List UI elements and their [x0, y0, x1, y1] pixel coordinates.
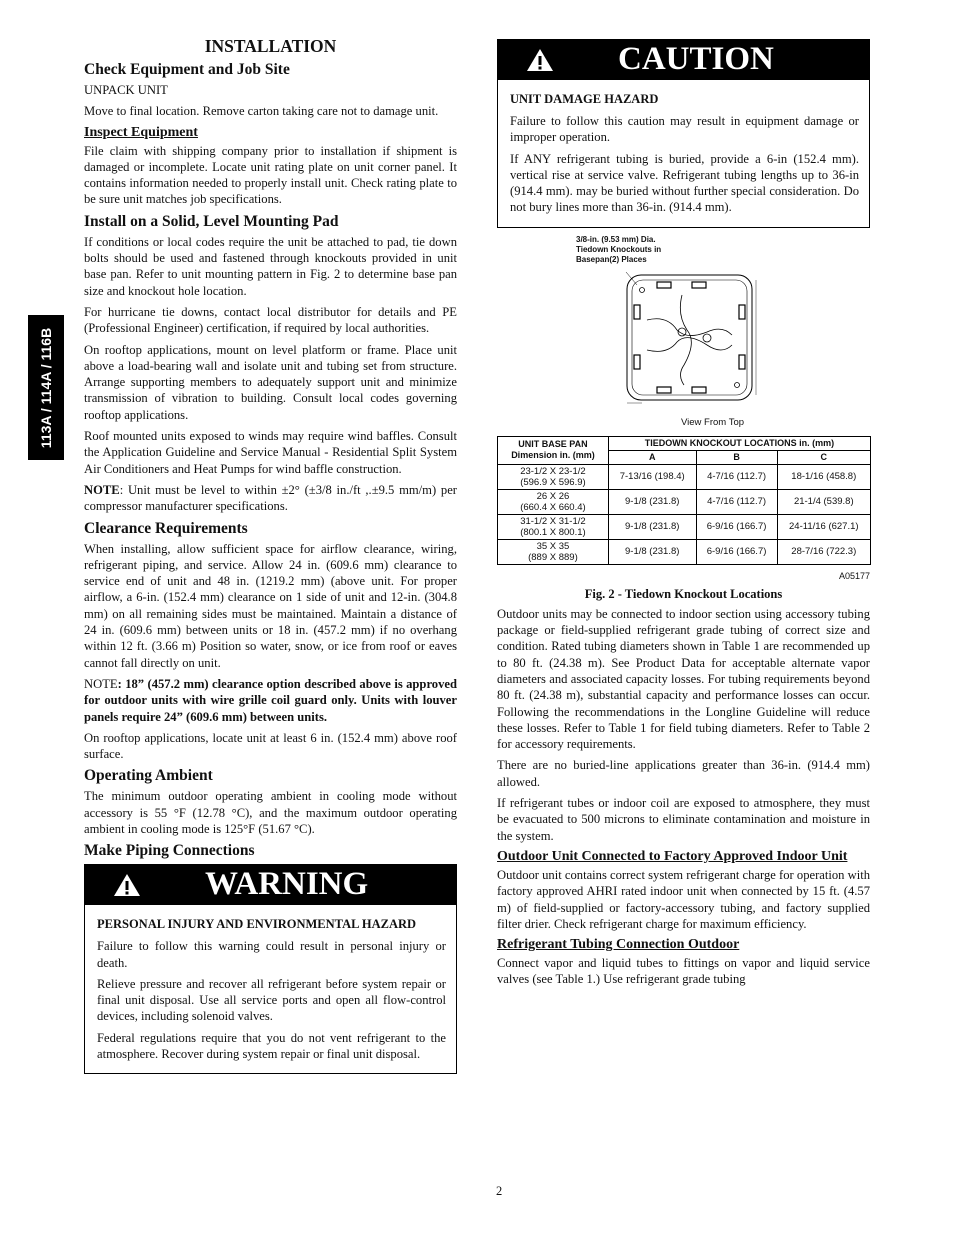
table-cell: 28-7/16 (722.3)	[777, 539, 870, 564]
table-cell: 4-7/16 (112.7)	[696, 489, 777, 514]
table-row	[498, 539, 871, 564]
side-tab-label: 113A / 114A / 116B	[38, 327, 54, 448]
figure-caption: Fig. 2 - Tiedown Knockout Locations	[584, 586, 783, 601]
table-cell: 23-1/2 X 23-1/2 (596.9 X 596.9)	[498, 464, 609, 489]
table-group-header: TIEDOWN KNOCKOUT LOCATIONS in. (mm)	[608, 436, 870, 450]
table-cell: 21-1/4 (539.8)	[777, 489, 870, 514]
table-cell: 9-1/8 (231.8)	[608, 489, 696, 514]
pad-note	[84, 482, 457, 515]
table-cell: 9-1/8 (231.8)	[608, 539, 696, 564]
warning-header	[85, 865, 456, 905]
table-cell: 9-1/8 (231.8)	[608, 514, 696, 539]
table-cell: 24-11/16 (627.1)	[777, 514, 870, 539]
tubing-paragraph-3: If refrigerant tubes or indoor coil are exposed to atmosphere, they must be evacuated to 500 microns to eliminate contamination and moisture in the system.	[497, 796, 870, 843]
figure-callout: 3/8-in. (9.53 mm) Dia. Tiedown Knockouts in Basepan(2) Places	[576, 234, 662, 264]
view-from-top-label: View From Top	[681, 416, 745, 428]
warning-paragraph-3: Federal regulations require that you do not vent refrigerant to the atmosphere. Recover during system repair or final unit disposal.	[97, 1030, 446, 1062]
pad-paragraph-4: Roof mounted units exposed to winds may require wind baffles. Consult the Application Guideline and Service Manual - Residential Split System Air Conditioners and Heat Pumps for wind baffle construction.	[84, 429, 457, 476]
pad-paragraph-1: If conditions or local codes require the unit be attached to pad, tie down bolts should be used and fastened through knockouts provided in unit base pan. Refer to unit mounting pattern in Fig. 2 to determine base pan size and knockout hole location.	[84, 234, 457, 298]
warning-paragraph-1: Failure to follow this warning could result in personal injury or death.	[97, 939, 446, 970]
tiedown-table	[497, 436, 871, 565]
section-heading: INSTALLATION	[204, 36, 337, 56]
pad-paragraph-3: On rooftop applications, mount on level platform or frame. Place unit above a load-bearing wall and isolate unit and tubing set from structure. Arrange supporting members to adequately support unit and minimize transmission of vibration to building. Consult local codes governing rooftop applications.	[84, 342, 457, 422]
warning-triangle-icon	[113, 873, 141, 897]
table-cell: 26 X 26 (660.4 X 660.4)	[498, 489, 609, 514]
tubing-connection-paragraph: Connect vapor and liquid tubes to fittings on vapor and liquid service valves (see Table 1.) Use refrigerant grade tubing	[497, 956, 870, 987]
table-cell: 6-9/16 (166.7)	[696, 539, 777, 564]
caution-triangle-icon	[526, 48, 554, 72]
basepan-drawing	[622, 270, 762, 410]
check-equipment-title: Check Equipment and Job Site	[84, 61, 290, 78]
pad-note-label: NOTE	[84, 482, 120, 497]
table-col1-header: UNIT BASE PAN Dimension in. (mm)	[498, 436, 609, 464]
left-column	[84, 36, 457, 1074]
table-cell: 31-1/2 X 31-1/2 (800.1 X 800.1)	[498, 514, 609, 539]
caution-paragraph-2: If ANY refrigerant tubing is buried, provide a 6-in (152.4 mm). vertical rise at service valve. Refrigerant tubing lengths up to 36-in (914.4 mm). may be buried without further special consideration. Do not bury lines more than 36-in. (914.4 mm).	[510, 151, 859, 215]
table-cell: 6-9/16 (166.7)	[696, 514, 777, 539]
tubing-paragraph-1: Outdoor units may be connected to indoor section using accessory tubing package or field-supplied refrigerant grade tubing of correct size and condition. Rated tubing diameters shown in Table 1 are recommended up to 80 ft. (24.38 m). See Product Data for acceptable alternate vapor diameters and associated capacity losses. For tubing requirements beyond 80 ft. (24.38 m), substantial capacity and performance losses can occur. Following the recommendations in the Longline Guideline will reduce these losses. Refer to Table 1 for field tubing diameters. Refer to Table 2 for accessory requirements.	[497, 606, 870, 752]
piping-title: Make Piping Connections	[84, 842, 255, 860]
ambient-paragraph: The minimum outdoor operating ambient in cooling mode without accessory is 55 °F (12.78 °C), and the maximum outdoor operating ambient in cooling mode is 125°F (51.67 °C).	[84, 789, 457, 836]
table-col-c: C	[777, 450, 870, 464]
tubing-paragraph-2: There are no buried-line applications greater than 36-in. (914.4 mm) allowed.	[497, 758, 870, 789]
table-col-b: B	[696, 450, 777, 464]
table-cell: 4-7/16 (112.7)	[696, 464, 777, 489]
warning-title: WARNING	[205, 866, 369, 903]
operating-ambient-title: Operating Ambient	[84, 767, 213, 785]
page-number: 2	[496, 1184, 503, 1198]
clearance-note-text: : 18” (457.2 mm) clearance option described above is approved for outdoor units with wire grille coil guard only. Units with louver panels require 24” (609.6 mm) between units.	[84, 676, 457, 724]
table-cell: 7-13/16 (198.4)	[608, 464, 696, 489]
warning-paragraph-2: Relieve pressure and recover all refrigerant before system repair or final unit disposal. Use all service ports and open all flow-control devices, including solenoid valves.	[97, 976, 446, 1024]
table-cell: 35 X 35 (889 X 889)	[498, 539, 609, 564]
factory-paragraph: Outdoor unit contains correct system refrigerant charge for operation with factory approved AHRI rated indoor unit when connected by 15 ft. (4.57 m) of field-supplied or factory-accessory tubing, and factory supplied filter drier. Check refrigerant charge for maximum efficiency.	[497, 867, 870, 931]
unpack-label: UNPACK UNIT	[84, 83, 168, 97]
clearance-title: Clearance Requirements	[84, 519, 248, 537]
clearance-note-label: NOTE	[84, 676, 118, 691]
inspect-equipment-title: Inspect Equipment	[84, 124, 198, 140]
table-row	[498, 514, 871, 539]
caution-header	[498, 40, 869, 80]
side-tab	[28, 315, 64, 460]
figure-code: A05177	[838, 570, 870, 581]
pad-paragraph-2: For hurricane tie downs, contact local distributor for details and PE (Professional Engineer) certification, if required by local authorities.	[84, 304, 457, 336]
right-column	[497, 39, 870, 993]
tiedown-figure	[497, 228, 870, 428]
caution-box	[497, 39, 870, 228]
table-row	[498, 489, 871, 514]
caution-hazard: UNIT DAMAGE HAZARD	[510, 92, 659, 106]
clearance-note	[84, 676, 457, 725]
warning-box	[84, 864, 457, 1074]
pad-note-text: : Unit must be level to within ±2° (±3/8 in./ft ,.±9.5 mm/m) per compressor manufacturer specifications.	[84, 482, 457, 514]
caution-title: CAUTION	[618, 41, 774, 77]
clearance-paragraph-1: When installing, allow sufficient space for airflow clearance, wiring, refrigerant piping, and service. Allow 24 in. (609.6 mm) clearance to service end of unit and 48 in. (1219.2 mm) (above unit. For proper airflow, a 6-in. (152.4 mm) clearance on 1 side of unit and 12-in. (304.8 mm) on all remaining sides must be maintained. Maintain a distance of 24 in. (609.6 mm) between units or 18 in. (457.2 mm) if no overhang within 12 ft. (3.66 m) Position so water, snow, or ice from roof or eaves cannot fall directly on unit.	[84, 541, 457, 670]
clearance-paragraph-2: On rooftop applications, locate unit at least 6 in. (152.4 mm) above roof surface.	[84, 730, 457, 762]
inspect-paragraph: File claim with shipping company prior to installation if shipment is damaged or incomplete. Locate unit rating plate on unit corner panel. It contains information needed to properly install unit. Check rating plate to be sure unit matches job specifications.	[84, 143, 457, 207]
tubing-connection-title: Refrigerant Tubing Connection Outdoor	[497, 937, 740, 953]
table-row	[498, 464, 871, 489]
table-col-a: A	[608, 450, 696, 464]
mounting-pad-title: Install on a Solid, Level Mounting Pad	[84, 212, 339, 230]
unpack-paragraph: Move to final location. Remove carton taking care not to damage unit.	[84, 104, 439, 119]
warning-hazard: PERSONAL INJURY AND ENVIRONMENTAL HAZARD	[97, 917, 417, 932]
caution-paragraph-1: Failure to follow this caution may result in equipment damage or improper operation.	[510, 114, 859, 145]
table-cell: 18-1/16 (458.8)	[777, 464, 870, 489]
factory-approved-title: Outdoor Unit Connected to Factory Approved Indoor Unit	[497, 848, 848, 864]
